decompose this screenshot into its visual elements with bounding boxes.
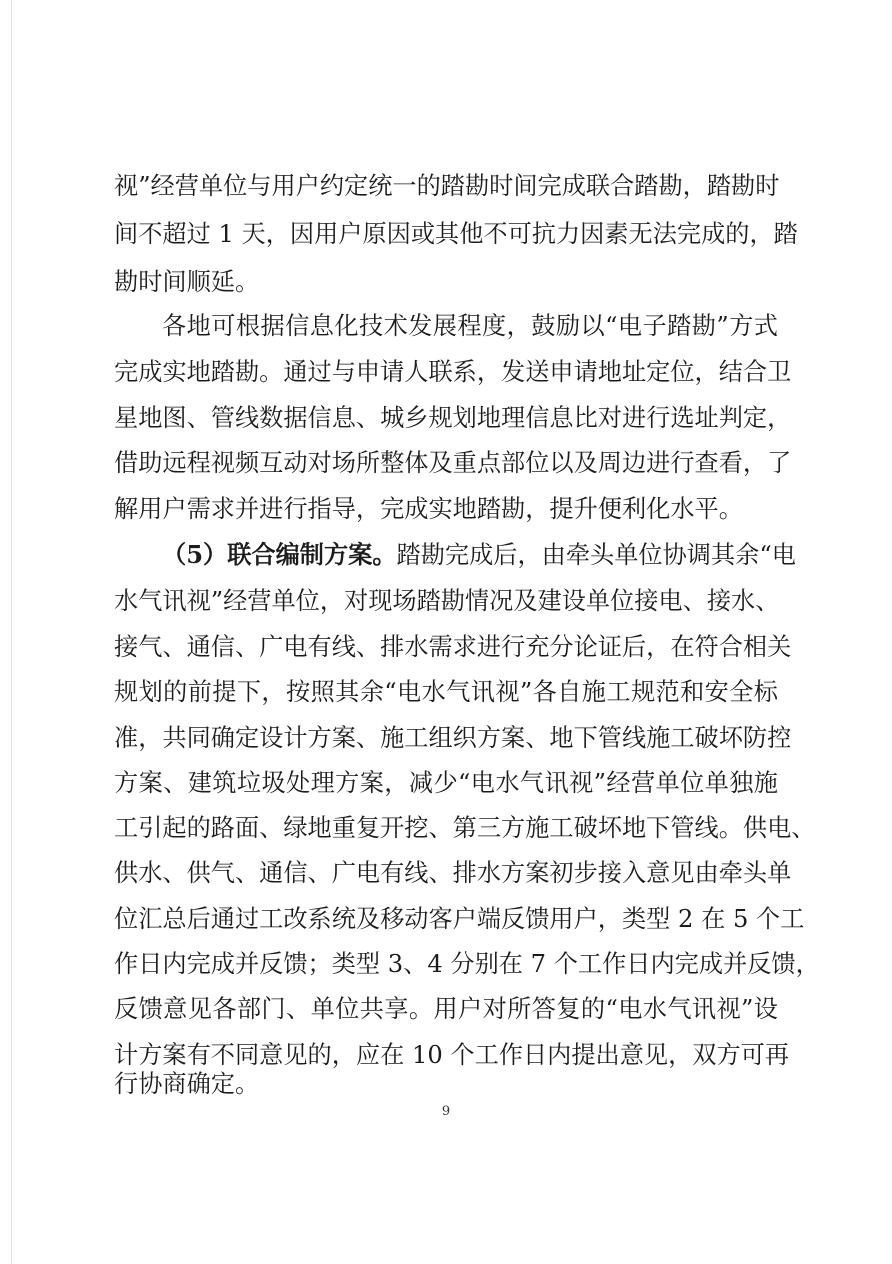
paragraph-3-line-4: 规划的前提下，按照其余“电水气讯视”各自施工规范和安全标 <box>114 678 778 706</box>
paragraph-2-line-1: 各地可根据信息化技术发展程度，鼓励以“电子踏勘”方式 <box>162 312 778 340</box>
paragraph-1-line-3: 勘时间顺延。 <box>114 268 260 296</box>
paragraph-2-line-2: 完成实地踏勘。通过与申请人联系，发送申请地址定位，结合卫 <box>114 358 792 386</box>
paragraph-3-line-1-text: 踏勘完成后，由牵头单位协调其余“电 <box>396 541 796 569</box>
paragraph-3-line-7: 工引起的路面、绿地重复开挖、第三方施工破坏地下管线。供电、 <box>114 814 816 842</box>
page-edge-line <box>11 0 12 1264</box>
paragraph-3-line-13: 行协商确定。 <box>114 1070 260 1098</box>
paragraph-3-line-10: 作日内完成并反馈；类型 3、4 分别在 7 个工作日内完成并反馈， <box>114 950 820 978</box>
paragraph-3-line-6: 方案、建筑垃圾处理方案，减少“电水气讯视”经营单位单独施 <box>114 769 778 797</box>
paragraph-2-line-5: 解用户需求并进行指导，完成实地踏勘，提升便利化水平。 <box>114 495 743 523</box>
paragraph-1-line-2: 间不超过 1 天，因用户原因或其他不可抗力因素无法完成的，踏 <box>114 220 798 248</box>
paragraph-3-line-5: 准，共同确定设计方案、施工组织方案、地下管线施工破坏防控 <box>114 724 792 752</box>
paragraph-2-line-3: 星地图、管线数据信息、城乡规划地理信息比对进行选址判定， <box>114 404 792 432</box>
paragraph-3-line-12: 计方案有不同意见的，应在 10 个工作日内提出意见，双方可再 <box>114 1041 790 1069</box>
page-number: 9 <box>441 1104 451 1119</box>
section-heading: （5）联合编制方案。 <box>162 540 397 569</box>
paragraph-3-line-1 <box>162 533 796 577</box>
paragraph-1-line-1: 视”经营单位与用户约定统一的踏勘时间完成联合踏勘，踏勘时 <box>114 172 780 200</box>
paragraph-3-line-8: 供水、供气、通信、广电有线、排水方案初步接入意见由牵头单 <box>114 859 792 887</box>
paragraph-3-line-2: 水气讯视”经营单位，对现场踏勘情况及建设单位接电、接水、 <box>114 587 780 615</box>
paragraph-3-line-9: 位汇总后通过工改系统及移动客户端反馈用户，类型 2 在 5 个工 <box>114 905 805 933</box>
paragraph-3-line-11: 反馈意见各部门、单位共享。用户对所答复的“电水气讯视”设 <box>114 995 778 1023</box>
paragraph-2-line-4: 借助远程视频互动对场所整体及重点部位以及周边进行查看，了 <box>114 449 792 477</box>
paragraph-3-line-3: 接气、通信、广电有线、排水需求进行充分论证后，在符合相关 <box>114 633 792 661</box>
